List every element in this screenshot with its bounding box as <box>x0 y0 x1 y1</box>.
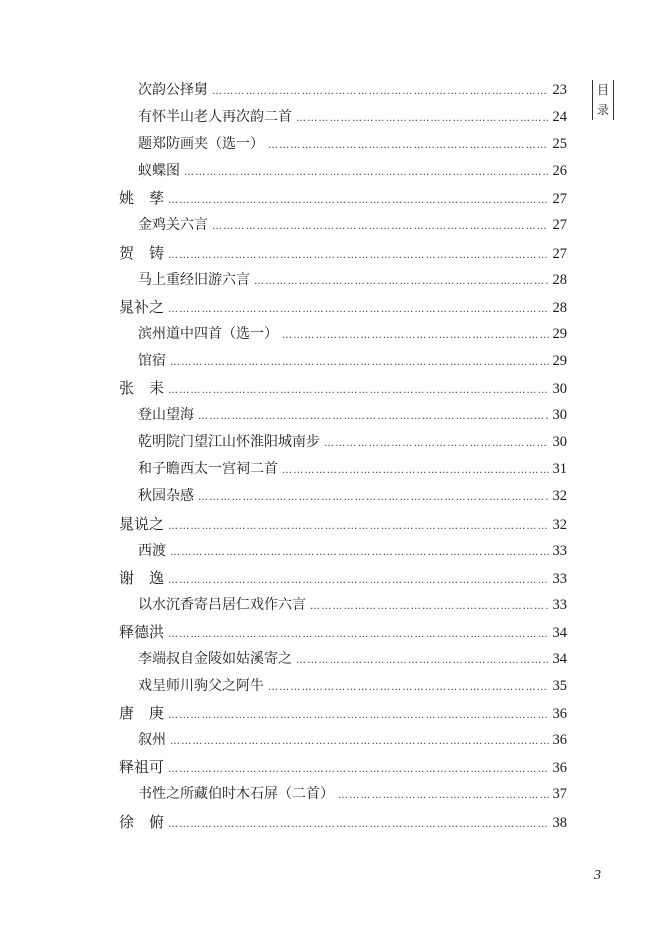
toc-author-entry[interactable] <box>119 619 567 646</box>
toc-poem-entry[interactable] <box>119 592 567 619</box>
dot-leader <box>282 457 549 484</box>
dot-leader <box>254 268 549 295</box>
toc-author-entry[interactable] <box>119 185 567 212</box>
entry-title: 以水沉香寄吕居仁戏作六言 <box>138 596 306 613</box>
entry-page-number: 28 <box>552 299 567 316</box>
dot-leader <box>168 513 548 540</box>
entry-page-number: 32 <box>552 516 567 533</box>
entry-title: 馆宿 <box>138 352 166 369</box>
entry-page-number: 29 <box>552 352 567 369</box>
entry-title: 书性之所藏伯时木石屏（二首） <box>138 786 334 803</box>
entry-title: 戏呈师川驹父之阿牛 <box>138 678 264 695</box>
dot-leader <box>198 484 549 511</box>
entry-title: 次韵公择舅 <box>138 82 208 98</box>
toc-poem-entry[interactable] <box>119 646 567 673</box>
toc-author-entry[interactable] <box>119 565 567 592</box>
toc-poem-entry[interactable] <box>119 77 567 104</box>
dot-leader <box>168 811 548 838</box>
dot-leader <box>212 78 549 105</box>
entry-title: 秋园杂感 <box>138 488 194 505</box>
entry-title: 登山望海 <box>138 407 194 424</box>
entry-page-number: 30 <box>552 434 567 451</box>
toc-author-entry[interactable] <box>119 240 567 267</box>
entry-page-number: 34 <box>552 624 567 641</box>
dot-leader <box>184 159 549 186</box>
entry-title: 滨州道中四首（选一） <box>138 325 278 342</box>
entry-title: 有怀半山老人再次韵二首 <box>138 109 292 126</box>
dot-leader <box>324 430 549 457</box>
entry-title: 姚 孳 <box>119 189 165 208</box>
entry-title: 和子瞻西太一宫祠二首 <box>138 461 278 478</box>
toc-author-entry[interactable] <box>119 375 567 402</box>
entry-page-number: 27 <box>552 191 567 208</box>
entry-title: 释祖可 <box>119 758 165 777</box>
entry-title: 题郑防画夹（选一） <box>138 136 264 153</box>
dot-leader <box>168 621 548 648</box>
toc-author-entry[interactable] <box>119 700 567 727</box>
dot-leader <box>168 702 548 729</box>
dot-leader <box>282 322 549 349</box>
toc-author-entry[interactable] <box>119 511 567 538</box>
dot-leader <box>168 567 548 594</box>
toc-poem-entry[interactable] <box>119 321 567 348</box>
toc-poem-entry[interactable] <box>119 483 567 510</box>
entry-page-number: 31 <box>552 461 567 478</box>
toc-poem-entry[interactable] <box>119 673 567 700</box>
entry-page-number: 36 <box>552 760 567 777</box>
toc-poem-entry[interactable] <box>119 158 567 185</box>
entry-title: 金鸡关六言 <box>138 217 208 234</box>
dot-leader <box>310 593 549 620</box>
entry-page-number: 26 <box>552 163 567 180</box>
entry-title: 晁补之 <box>119 297 165 316</box>
toc-poem-entry[interactable] <box>119 456 567 483</box>
dot-leader <box>338 782 549 809</box>
dot-leader <box>170 539 549 566</box>
entry-title: 谢 逸 <box>119 568 165 587</box>
side-tab-char: 目 <box>596 83 609 97</box>
entry-page-number: 27 <box>552 217 567 234</box>
dot-leader <box>168 296 548 323</box>
entry-page-number: 24 <box>552 109 567 126</box>
entry-page-number: 30 <box>552 407 567 424</box>
entry-page-number: 33 <box>552 542 567 559</box>
toc-poem-entry[interactable] <box>119 267 567 294</box>
entry-title: 蚁蝶图 <box>138 163 180 180</box>
dot-leader <box>198 403 549 430</box>
entry-title: 叙州 <box>138 732 166 749</box>
entry-page-number: 30 <box>552 381 567 398</box>
toc-author-entry[interactable] <box>119 294 567 321</box>
entry-title: 马上重经旧游六言 <box>138 271 250 288</box>
dot-leader <box>296 105 549 132</box>
dot-leader <box>168 242 548 269</box>
toc-poem-entry[interactable] <box>119 429 567 456</box>
table-of-contents <box>119 77 567 836</box>
entry-title: 乾明院门望江山怀淮阳城南步 <box>138 434 320 451</box>
entry-page-number: 29 <box>552 325 567 342</box>
entry-page-number: 33 <box>552 570 567 587</box>
page-number: 3 <box>594 868 601 883</box>
entry-page-number: 33 <box>552 596 567 613</box>
toc-poem-entry[interactable] <box>119 212 567 239</box>
entry-title: 张 耒 <box>119 379 165 398</box>
toc-poem-entry[interactable] <box>119 348 567 375</box>
entry-page-number: 25 <box>552 136 567 153</box>
toc-author-entry[interactable] <box>119 754 567 781</box>
entry-page-number: 32 <box>552 488 567 505</box>
entry-page-number: 35 <box>552 678 567 695</box>
dot-leader <box>268 674 549 701</box>
toc-author-entry[interactable] <box>119 809 567 836</box>
side-tab <box>592 80 614 120</box>
toc-poem-entry[interactable] <box>119 104 567 131</box>
entry-page-number: 38 <box>552 814 567 831</box>
dot-leader <box>170 349 549 376</box>
dot-leader <box>268 132 549 159</box>
entry-page-number: 36 <box>552 732 567 749</box>
entry-title: 释德洪 <box>119 622 165 641</box>
entry-page-number: 37 <box>552 786 567 803</box>
dot-leader <box>168 756 548 783</box>
entry-title: 西渡 <box>138 542 166 559</box>
toc-poem-entry[interactable] <box>119 131 567 158</box>
entry-title: 晁说之 <box>119 514 165 533</box>
entry-title: 唐 庚 <box>119 704 165 723</box>
dot-leader <box>168 377 548 404</box>
toc-poem-entry[interactable] <box>119 727 567 754</box>
toc-poem-entry[interactable] <box>119 538 567 565</box>
dot-leader <box>170 728 549 755</box>
entry-title: 李端叔自金陵如姑溪寄之 <box>138 650 292 667</box>
dot-leader <box>212 213 549 240</box>
toc-poem-entry[interactable] <box>119 781 567 808</box>
dot-leader <box>296 647 549 674</box>
entry-page-number: 36 <box>552 706 567 723</box>
entry-page-number: 27 <box>552 245 567 262</box>
dot-leader <box>168 187 548 214</box>
side-tab-char: 录 <box>596 103 609 117</box>
entry-page-number: 34 <box>552 650 567 667</box>
entry-page-number: 28 <box>552 271 567 288</box>
entry-page-number: 23 <box>552 82 567 98</box>
entry-title: 贺 铸 <box>119 243 165 262</box>
entry-title: 徐 俯 <box>119 812 165 831</box>
toc-poem-entry[interactable] <box>119 402 567 429</box>
